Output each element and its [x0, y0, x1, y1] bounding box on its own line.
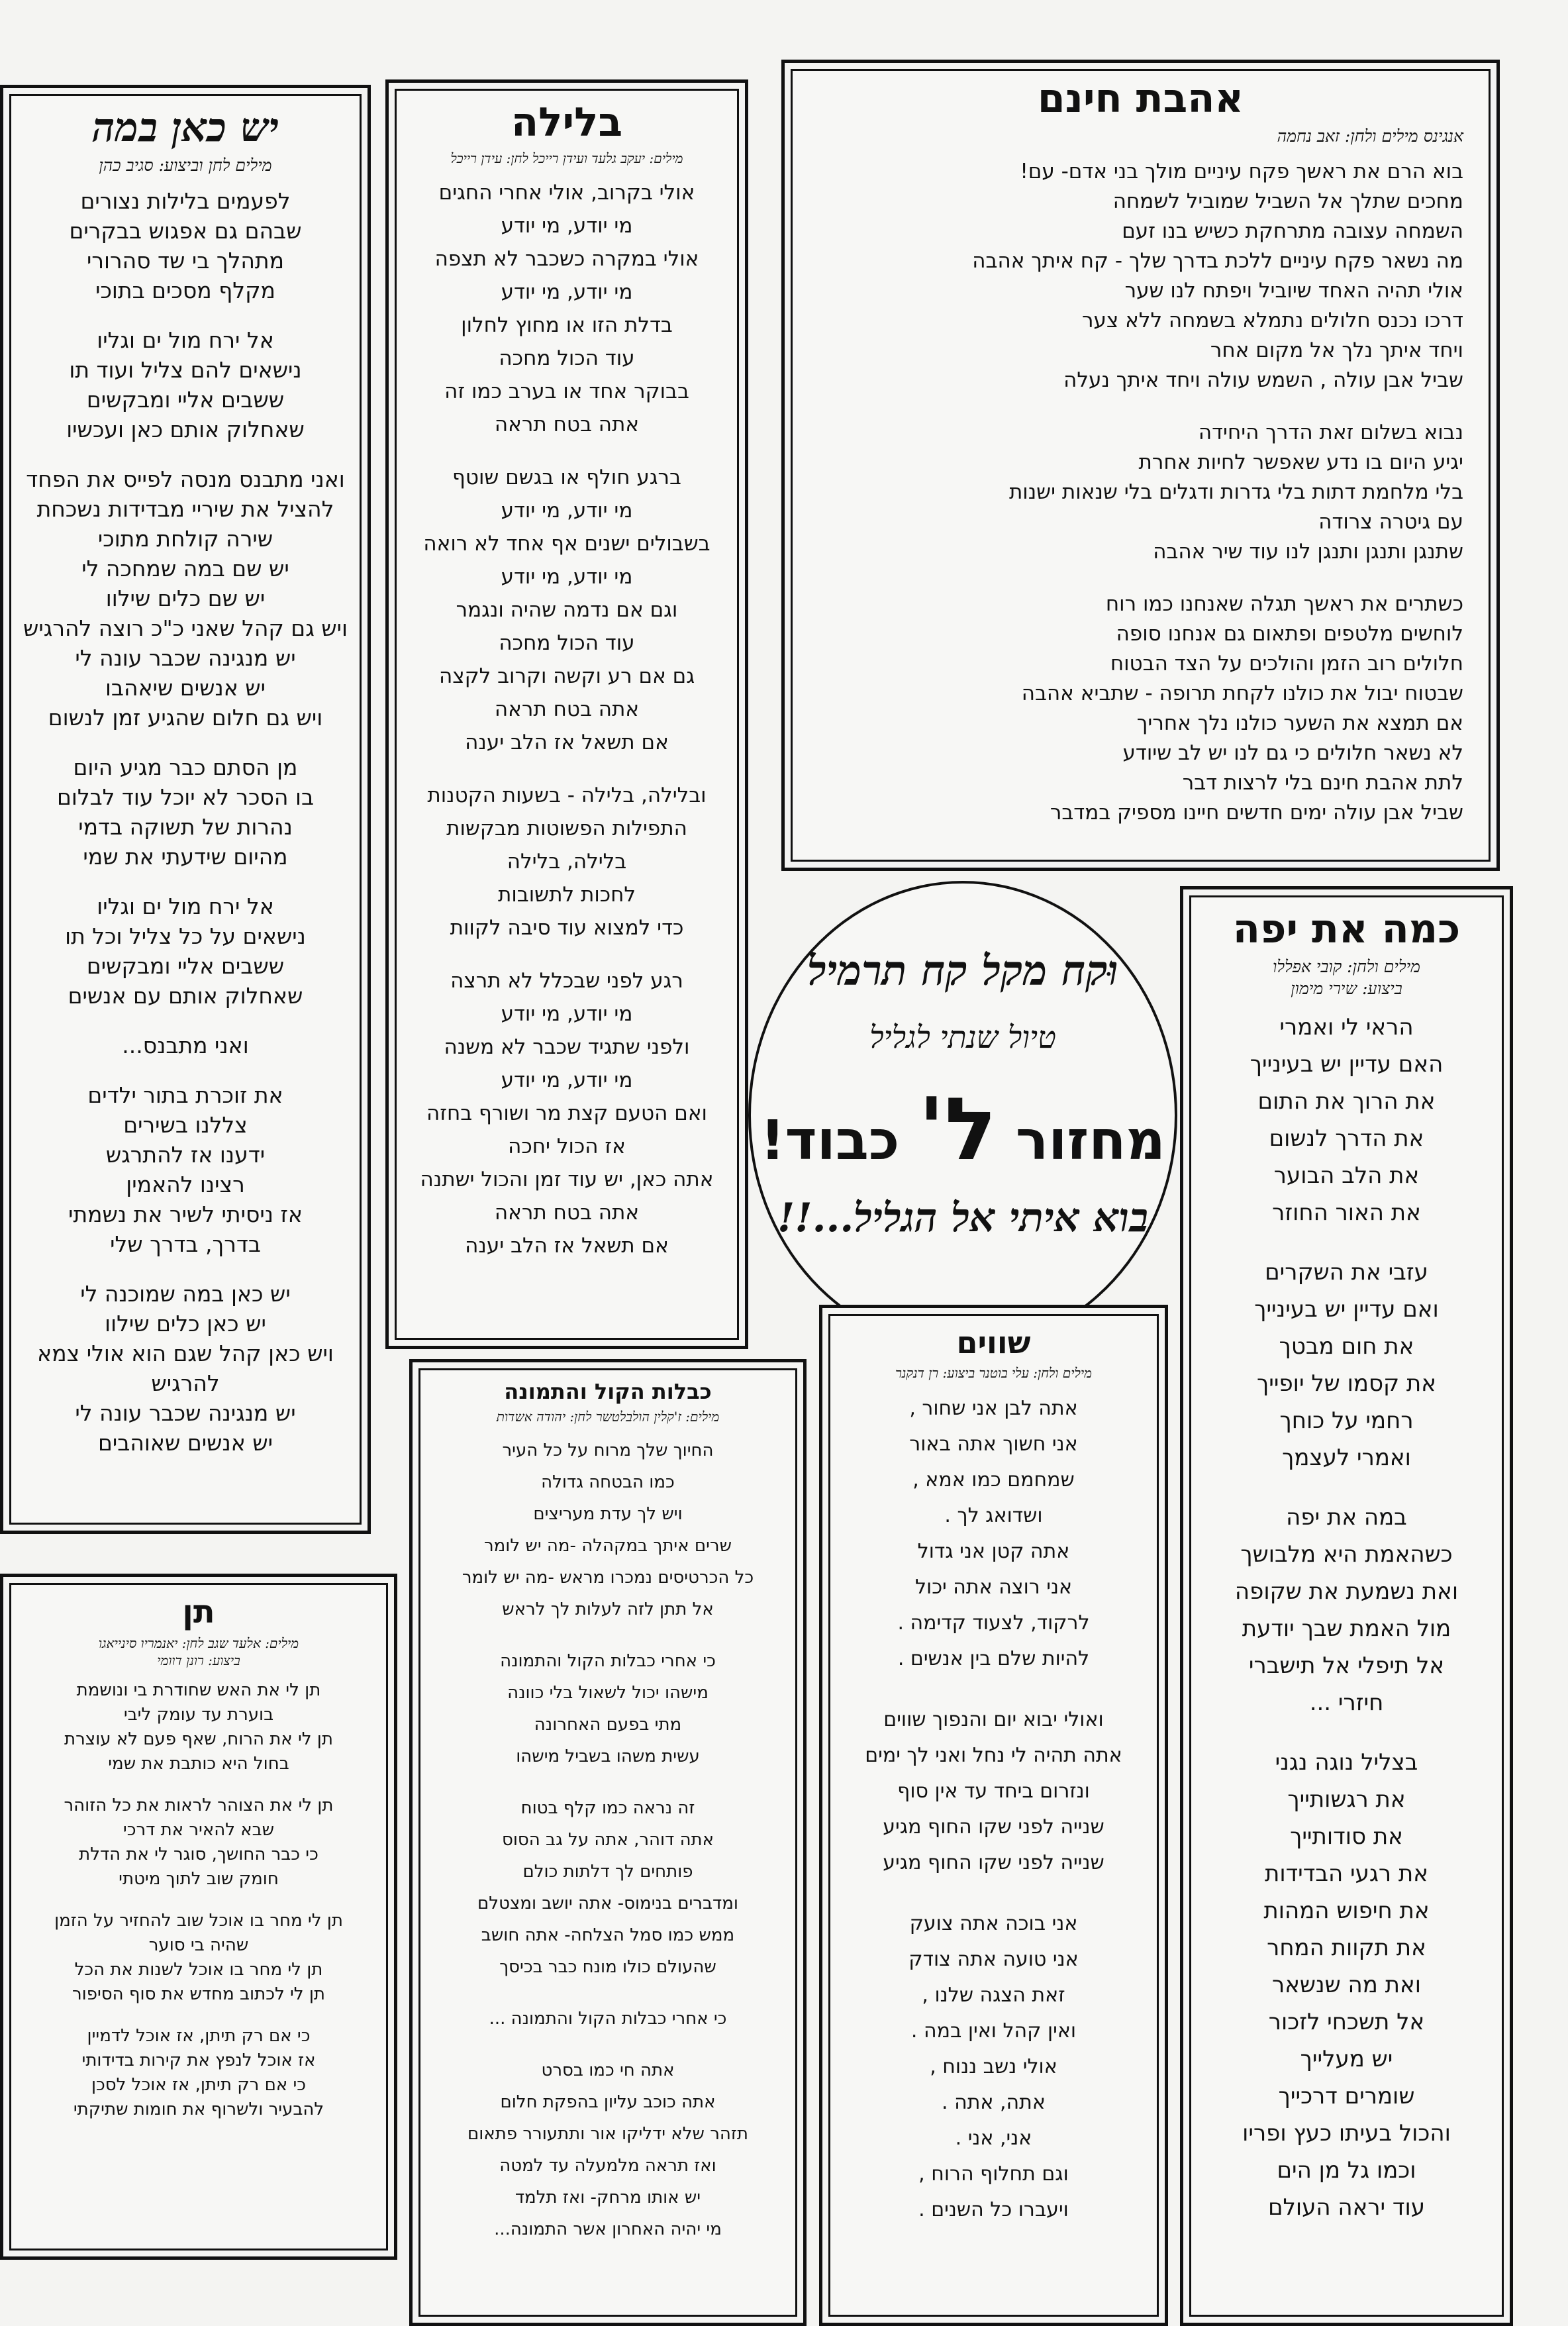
lyric-line: יש כאן כלים שילוו [105, 1310, 266, 1337]
credit-line: מילים: ז'קלין הולבלטשר לחן: יהודה אשדות [496, 1408, 720, 1425]
lyric-line: אם תמצא את השער כולנו נלך אחריך [1136, 711, 1463, 735]
stanza [15, 891, 356, 1011]
stanza [14, 2024, 383, 2122]
trip-logo-oval [748, 881, 1177, 1350]
lyric-line: אל ירח מול ים וגליו [97, 893, 274, 919]
song-box-kavlut-hakol [409, 1359, 807, 2326]
lyric-line: יש שם במה שמחכה לי [81, 555, 289, 582]
lyric-line: ואת מה שנשאר [1272, 1972, 1421, 1998]
lyric-line: יש מעלייך [1300, 2046, 1393, 2072]
lyric-line: שביל אבן עולה ימים חדשים חיינו מספיק במדבר [1050, 800, 1463, 825]
logo-class-word: מחזור [1015, 1109, 1165, 1172]
lyric-line: במה את יפה [1286, 1504, 1407, 1531]
lyric-line: בוא הרם את ראשך פקח עיניים מולך בני אדם- עם! [1020, 159, 1463, 183]
lyric-line: בבוקר אחד או בערב כמו זה [444, 379, 689, 403]
lyric-line: אם תשאל אז הלב יענה [465, 731, 669, 754]
lyric-line: תן לי את הצוהר לראות את כל הזוהר [64, 1795, 334, 1816]
lyric-line: שהיה בי סוער [148, 1935, 249, 1956]
stanza [833, 1391, 1154, 1677]
lyric-line: בשבולים ישנים אף אחד לא רואה [423, 532, 710, 556]
stanza [15, 1080, 356, 1259]
lyric-line: אתה קטן אני גדול [917, 1539, 1070, 1563]
stanza [398, 176, 736, 441]
lyric-line: שרים איתך במקהלה -מה יש לומר [483, 1535, 732, 1556]
lyric-line: מי יהיה האחרון אשר התמונה... [494, 2219, 722, 2239]
stanza [15, 752, 356, 872]
lyric-line: שהעולם כולו מונח כבר בכיסך [499, 1956, 716, 1977]
lyric-line: בצליל נוגה נגני [1275, 1749, 1418, 1776]
lyric-line: לפעמים בלילות נצורים [80, 187, 291, 214]
lyric-line: כמו הבטחה גדולה [541, 1472, 675, 1492]
lyric-line: ויעברו כל השנים . [918, 2198, 1069, 2221]
lyric-line: עשית משהו בשביל מישהו [516, 1746, 700, 1766]
stanza [15, 186, 356, 305]
lyric-line: הראי לי ואמרי [1279, 1014, 1414, 1040]
stanza [818, 589, 1463, 828]
lyric-line: ואז תראה מלמעלה עד למטה [499, 2155, 716, 2176]
lyric-line: שירה קולחת מתוכי [97, 525, 273, 552]
lyric-line: ברגע חולף או בגשם שוטף [452, 466, 681, 489]
lyric-line: יגיע היום בו נדע שאפשר לחיות אחרת [1138, 450, 1463, 474]
stanza [422, 1645, 794, 1772]
lyric-line: שומרים דרכייך [1278, 2083, 1415, 2109]
credit-line: מילים: יעקב גלעד ועידן רייכל לחן: עידן רייכל [450, 150, 683, 166]
lyric-line: אולי תהיה האחד שיוביל ויפתח לנו שער [1124, 278, 1463, 303]
lyric-line: ואת נשמעת את שקופה [1234, 1578, 1459, 1605]
lyric-line: נישאים על כל צליל וכל תו [65, 923, 306, 949]
lyric-line: תן לי מחר בו אוכל שוב להחזיר על הזמן [54, 1911, 343, 1931]
lyric-line: מישהו יכול לשאול בלי כוונה [507, 1682, 709, 1703]
song-box-kama-at-yafa [1180, 886, 1513, 2326]
lyric-line: לרקוד, לצעוד קדימה . [897, 1611, 1090, 1635]
lyric-line: מן הסתם כבר מגיע היום [73, 754, 298, 780]
lyric-line: להציל את שיריי מבדידות נשכחת [36, 495, 334, 522]
stanza [14, 1794, 383, 1892]
lyric-line: להרגיש [151, 1370, 220, 1396]
lyric-line: אני רוצה אתה יכול [914, 1575, 1073, 1599]
lyric-line: אולי במקרה כשכבר לא תצפה [434, 247, 699, 271]
lyric-line: ויחד איתך נלך אל מקום אחר [1210, 338, 1463, 362]
lyric-line: מול האמת שבך יודעת [1242, 1615, 1451, 1642]
lyric-line: ידענו אז להתרגש [105, 1141, 266, 1168]
lyric-line: שביל אבן עולה , השמש עולה ויחד איתך נעלה [1063, 368, 1463, 392]
lyric-line: שאחלוק אותם כאן ועכשיו [66, 416, 305, 442]
lyric-line: וגם תחלוף הרוח , [918, 2162, 1069, 2186]
lyric-line: אולי בקרוב, אולי אחרי החגים [438, 181, 695, 205]
lyric-line: ואולי יבוא יום והנפוך שווים [883, 1707, 1104, 1731]
lyric-line: שבטוח יבול את כולנו לקחת תרופה - שתביא אהבה [1021, 681, 1463, 705]
credit-line: מילים לחן וביצוע: סגיב כהן [99, 156, 272, 175]
lyric-line: לא נשאר חלולים כי גם לנו יש לב שיודע [1122, 740, 1463, 765]
lyric-line: אני, אני . [955, 2126, 1032, 2150]
lyric-line: ואני מתבנס מנסה לפייס את הפחד [26, 466, 345, 492]
lyric-line: ואמרי לעצמך [1282, 1444, 1411, 1471]
lyric-line: שנייה לפני שקו החוף מגיע [883, 1815, 1104, 1839]
song-title: אהבת חינם [1037, 76, 1244, 122]
lyric-line: מי יודע, מי יודע [501, 214, 633, 238]
stanza [15, 325, 356, 444]
lyric-line: מי יודע, מי יודע [501, 565, 633, 589]
song-credits [422, 1408, 794, 1425]
lyric-line: לתת אהבת חינם בלי לרצות דבר [1182, 770, 1463, 795]
credit-line: מילים: אלעד שגב לחן: יאנמריו סינייאגו [98, 1635, 299, 1652]
lyric-line: תן לי את הרוח, שאף פעם לא עוצרת [64, 1729, 333, 1750]
lyric-line: מתהלך בי שד סהרורי [86, 247, 285, 274]
lyric-line: זה נראה כמו קלף בטוח [520, 1797, 695, 1818]
lyric-line: את זוכרת בתור ילדים [87, 1082, 283, 1108]
lyric-line: צללנו בשירים [123, 1111, 248, 1138]
lyric-line: את הרוך את התום [1257, 1088, 1436, 1115]
lyric-line: מי יודע, מי יודע [501, 499, 633, 523]
lyric-line: תזהר שלא ידליקו אור ותתעורר פתאום [467, 2123, 748, 2144]
lyric-line: להבעיר ולשרוף את חומות שתיקתי [73, 2099, 324, 2120]
song-title: תן [182, 1593, 215, 1631]
lyric-line: שנייה לפני שקו החוף מגיע [883, 1850, 1104, 1874]
lyric-line: אתה כוכב עליון בהפקת חלום [500, 2092, 716, 2112]
lyric-line: כשהאמת היא מלבושך [1240, 1541, 1453, 1568]
logo-subtitle: טיול שנתי לגליל [869, 1019, 1056, 1055]
stanza [15, 1031, 356, 1060]
lyric-line: חומק שוב לתוך מיטתי [119, 1869, 279, 1890]
logo-class-letter: ל' [918, 1079, 997, 1180]
stanza [15, 1279, 356, 1458]
lyric-line: ואין קהל ואין במה . [910, 2019, 1077, 2043]
lyric-line: בדלת הזו או מחוץ לחלון [461, 313, 673, 337]
credit-line: ביצוע: שירי מימון [1291, 978, 1402, 998]
lyric-line: ואני מתבנס... [122, 1032, 249, 1058]
logo-arc-text: וּקח מקל קח תרמיל [807, 946, 1118, 995]
stanza [14, 1678, 383, 1776]
lyric-line: ויש גם חלום שהגיע זמן לנשום [48, 704, 323, 731]
stanza [15, 464, 356, 733]
lyric-line: נהרות של תשוקה בדמי [78, 813, 293, 840]
lyric-line: כל הכרטיסים נמכרו מראש -מה יש לומר [462, 1567, 754, 1588]
credit-line: ביצוע: רונן דוומי [157, 1652, 240, 1669]
lyric-line: אל תשכחי לזכור [1268, 2009, 1425, 2035]
lyric-line: אז הכול יחכה [508, 1135, 626, 1158]
lyric-line: אל תיפלי אל תישברי [1248, 1652, 1445, 1679]
lyric-line: תן לי את האש שחודרת בי ונושמת [76, 1680, 321, 1701]
lyric-line: אתה דוהר, אתה על גב הסוס [501, 1829, 714, 1850]
lyric-line: אז ניסיתי לשיר את נשמתי [68, 1201, 303, 1227]
stanza [1195, 1009, 1498, 1231]
lyric-line: אני חשוך אתה באור [909, 1432, 1078, 1456]
stanza [1195, 1744, 1498, 2226]
lyric-line: אתה, אתה . [942, 2090, 1046, 2114]
lyric-line: אני טועה אתה צודק [908, 1947, 1079, 1971]
song-title: בלילה [511, 99, 623, 146]
lyric-line: אתה בטח תראה [494, 1201, 640, 1225]
lyric-line: לוחשים מלטפים ופתאום גם אנחנו סופה [1116, 621, 1463, 646]
credit-line: מילים ולחן: קובי אפללו [1272, 957, 1420, 976]
lyric-line: זאת הצגה שלנו , [922, 1983, 1065, 2007]
lyric-line: רגע לפני שבכלל לא תרצה [450, 969, 683, 993]
song-title: יש כאן במה [91, 105, 279, 151]
lyric-line: אני בוכה אתה צועק [909, 1911, 1078, 1935]
lyric-line: יש אנשים שיאהבו [105, 674, 266, 701]
lyric-line: אל תתן לזה לעלות לך לראש [502, 1599, 714, 1619]
song-credits [14, 1635, 383, 1669]
lyric-line: עם גיטרה צרודה [1318, 509, 1463, 534]
lyric-line: את האור החוזר [1272, 1199, 1421, 1226]
lyric-line: מקלף מסכים בתוכי [95, 277, 275, 303]
song-box-yesh-kan-bama [0, 85, 371, 1534]
lyric-line: רצינו להאמין [126, 1171, 245, 1197]
lyric-line: נישאים להם צליל ועוד תו [69, 356, 302, 383]
lyric-line: כשתרים את ראשך תגלה שאנחנו כמו רוח [1105, 591, 1463, 616]
lyric-line: בלי מלחמת דתות בלי גדרות ודגלים בלי שנאות ישנות [1008, 480, 1463, 504]
logo-class-honor: כבוד! [760, 1109, 900, 1172]
song-title: שווים [956, 1325, 1031, 1360]
lyric-line: פותחים לך דלתות כולם [522, 1861, 693, 1882]
lyric-line: יש אותו מרחק- ואז תלמד [514, 2187, 701, 2207]
lyric-line: את תקוות המחר [1267, 1935, 1426, 1961]
lyric-line: עוד הכול מחכה [499, 631, 635, 655]
song-box-ten [0, 1574, 397, 2260]
lyric-line: ויש גם קהל שאני כ"כ רוצה להרגיש [23, 615, 348, 641]
lyric-line: מתי בפעם האחרונה [534, 1714, 682, 1735]
lyric-line: ויש כאן קהל שגם הוא אולי צמא [37, 1340, 334, 1366]
lyric-line: להיות שלם בין אנשים . [897, 1646, 1090, 1670]
song-box-ahavat-chinam [781, 60, 1500, 871]
stanza [1195, 1499, 1498, 1721]
lyric-line: החיוך שלך מרוח על כל העיר [502, 1440, 714, 1460]
lyric-line: נבוא בשלום זאת הדרך היחידה [1198, 420, 1463, 444]
lyric-line: ונזרום ביחד עד אין סוף [897, 1779, 1090, 1803]
song-credits [818, 126, 1463, 148]
lyric-line: לחכות לתשובות [497, 883, 636, 907]
song-title: כבלות הקול והתמונה [504, 1379, 712, 1404]
lyric-line: אז אוכל לנפץ את קירות בדידותי [81, 2050, 316, 2071]
lyric-line: כי אחרי כבלות הקול והתמונה [500, 1650, 716, 1671]
stanza [398, 964, 736, 1262]
lyric-line: את הלב הבוער [1273, 1162, 1420, 1189]
lyric-line: יש כאן במה שמוכנה לי [80, 1280, 291, 1307]
lyric-line: אתה בטח תראה [494, 697, 640, 721]
lyric-line: אתה לבן אני שחור , [909, 1396, 1078, 1420]
lyric-line: ששבים אליי ומבקשים [86, 952, 285, 979]
lyric-line: ויש לך עדת מעריצים [533, 1503, 683, 1524]
lyric-line: כי כבר החושך, סוגר לי את הדלת [79, 1845, 318, 1865]
lyric-line: אתה כאן, יש עוד זמן והכול ישתנה [420, 1168, 714, 1191]
lyric-line: בו הסכר לא יוכל עוד לבלום [56, 784, 315, 810]
song-credits [1195, 956, 1498, 999]
lyric-line: כדי למצוא עוד סיבה לקוות [450, 916, 684, 940]
stanza [422, 2054, 794, 2245]
lyric-line: חלולים רוב הזמן והולכים על הצד הבטוח [1110, 651, 1463, 676]
lyric-line: יש שם כלים שילוו [105, 585, 266, 611]
lyric-line: בלילה, בלילה [507, 850, 627, 874]
stanza [422, 2003, 794, 2035]
lyric-line: את חום מבטך [1279, 1333, 1414, 1360]
stanza [833, 1906, 1154, 2228]
stanza [833, 1702, 1154, 1881]
lyric-line: השמחה עצובה מתרחקת כשיש בנו זעם [1122, 219, 1463, 243]
lyric-line: יש אנשים שאוהבים [97, 1429, 273, 1456]
lyric-line: התפילות הפשוטות מבקשות [446, 817, 687, 840]
stanza [818, 157, 1463, 395]
lyric-line: דרכו נכנס חלולים נתמלא בשמחה ללא צער [1081, 308, 1463, 332]
song-credits [833, 1364, 1154, 1382]
song-credits [398, 150, 736, 167]
lyric-line: ואם עדיין יש בעינייך [1254, 1296, 1439, 1323]
lyric-line: גם אם רע וקשה וקרוב לקצה [438, 664, 695, 688]
lyric-line: מהיום שידעתי את שמי [83, 843, 288, 870]
stanza [422, 1792, 794, 1983]
lyric-line: אתה תהיה לי נחל ואני לך ימים [865, 1743, 1122, 1767]
lyric-line: ממש כמו סמל הצלחה- אתה חושב [481, 1925, 735, 1945]
lyric-line: עוד הכול מחכה [499, 346, 635, 370]
lyric-line: מחכים שתלך אל השביל שמוביל לשמחה [1112, 189, 1463, 213]
lyric-line: מי יודע, מי יודע [501, 1068, 633, 1092]
lyric-line: יש מנגינה שכבר עונה לי [75, 644, 296, 671]
lyric-line: את סודותייך [1290, 1823, 1403, 1850]
lyric-line: כי אם רק תיתן, אז אוכל לסכן [91, 2075, 307, 2096]
lyric-line: שבהם גם אפגוש בבקרים [69, 217, 302, 244]
credit-line: אנגינס מילים ולחן: זאב נחמה [1277, 126, 1463, 146]
lyric-line: את הדרך לנשום [1269, 1125, 1424, 1152]
lyric-line: עוד יראה העולם [1267, 2194, 1426, 2221]
lyric-line: תן לי לכתוב מחדש את סוף הסיפור [72, 1984, 326, 2005]
lyric-line: ששבים אליי ומבקשים [86, 386, 285, 413]
stanza [398, 461, 736, 759]
lyric-line: רחמי על כוחך [1279, 1407, 1414, 1434]
lyric-line: חיזרי ... [1309, 1690, 1384, 1716]
lyric-line: את קסמו של יופייך [1256, 1370, 1437, 1397]
lyric-line: בוערת עד עומק ליבי [123, 1705, 274, 1725]
lyric-line: שאחלוק אותם עם אנשים [68, 982, 303, 1009]
song-box-balayla [385, 79, 748, 1349]
lyric-line: אתה בטח תראה [494, 413, 640, 436]
lyric-line: ושדואג לך . [944, 1503, 1043, 1527]
lyric-line: בדרך, בדרך שלי [110, 1231, 261, 1257]
lyric-line: אולי נשב ננוח , [930, 2054, 1057, 2078]
song-title: כמה את יפה [1232, 906, 1461, 952]
lyric-line: כי אם רק תיתן, אז אוכל לדמיין [87, 2026, 311, 2047]
stanza [422, 1435, 794, 1625]
lyric-line: האם עדיין יש בעינייך [1250, 1051, 1444, 1078]
lyric-line: עזבי את השקרים [1265, 1259, 1428, 1286]
lyric-line: ואם הטעם קצת מר ושורף בחזה [426, 1101, 707, 1125]
lyric-line: ומדברים בנימוס- אתה יושב ומצטלם [477, 1893, 738, 1913]
lyric-line: וכמו גל מן הים [1277, 2157, 1416, 2184]
lyric-line: שמחמם כמו אמא , [912, 1468, 1075, 1492]
lyric-line: ולפני שתגיד שכבר לא משנה [444, 1035, 690, 1059]
lyric-line: כי אחרי כבלות הקול והתמונה ... [489, 2008, 727, 2029]
lyric-line: מי יודע, מי יודע [501, 280, 633, 304]
stanza [1195, 1254, 1498, 1476]
lyric-line: שתנגן ותנגן ותנגן לנו עוד שיר אהבה [1153, 539, 1463, 564]
lyric-line: אם תשאל אז הלב יענה [465, 1234, 669, 1258]
song-credits [15, 155, 356, 177]
lyric-line: מי יודע, מי יודע [501, 1002, 633, 1026]
lyric-line: את חיפוש המהות [1263, 1897, 1430, 1924]
lyric-line: תן לי מחר בו אוכל לשנות את הכל [74, 1960, 323, 1980]
lyric-line: ובלילה, בלילה - בשעות הקטנות [427, 784, 707, 807]
lyric-line: יש מנגינה שכבר עונה לי [75, 1399, 296, 1426]
lyric-line: את רגעי הבדידות [1265, 1860, 1428, 1887]
lyric-line: וגם אם נדמה שהיה ונגמר [456, 598, 678, 622]
logo-tagline: בוא איתי אל הגליל...!! [777, 1195, 1149, 1241]
lyric-line: והכול בעיתו כעץ ופריו [1242, 2120, 1451, 2147]
stanza [14, 1909, 383, 2007]
lyric-line: בחול היא כותבת את שמי [108, 1754, 289, 1774]
stanza [398, 779, 736, 944]
lyric-line: מה נשאר פקח עיניים ללכת בדרך שלך - קח איתך אהבה [972, 248, 1463, 273]
lyric-line: אל ירח מול ים וגליו [97, 327, 274, 353]
credit-line: מילים ולחן: עלי בוטנר ביצוע: רן דנקנר [895, 1364, 1092, 1381]
lyric-line: שבא להאיר את דרכי [122, 1820, 275, 1841]
stanza [818, 418, 1463, 567]
lyric-line: את רגשותייך [1287, 1786, 1406, 1813]
logo-class-name [751, 1079, 1175, 1180]
song-box-shavim [819, 1305, 1168, 2326]
lyric-line: אתה חי כמו בסרט [541, 2060, 675, 2080]
